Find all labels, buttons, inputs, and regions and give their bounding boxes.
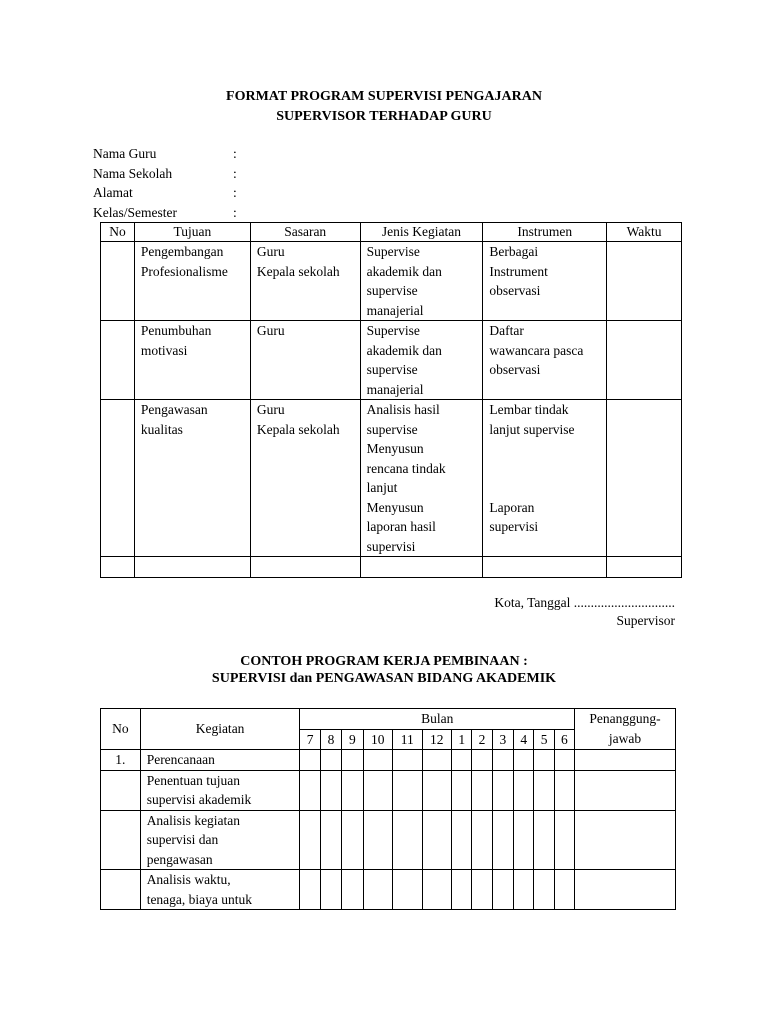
info-sep: : [233,204,237,220]
cell-line: supervise [366,362,418,377]
table-row-empty [101,557,682,578]
cell-line: Lembar tindak [489,402,569,417]
cell-waktu [607,400,682,557]
cell-month [300,750,320,771]
header-pj-line: jawab [608,730,642,746]
header-kegiatan: Kegiatan [140,709,300,750]
table-row [101,400,682,557]
cell-instrumen [483,400,607,557]
cell-no [101,770,141,810]
cell-line: Guru [256,402,285,417]
info-label: Nama Sekolah [93,165,173,181]
cell-line: Penentuan tujuan [146,772,241,788]
cell-line: Instrument [489,263,548,279]
cell-line [489,439,606,459]
cell-month [320,770,341,810]
month-header: 5 [534,729,554,750]
header-no: No [101,223,135,242]
cell-line: Menyusun [366,441,424,456]
table-row [101,810,676,870]
cell-tujuan [134,321,250,400]
header-penanggung-jawab [575,709,676,750]
cell-month [534,750,554,771]
cell-month [342,770,363,810]
cell-no [101,321,135,400]
cell-line: akademik dan [366,342,442,358]
cell-empty [360,557,483,578]
cell-line: motivasi [140,342,188,358]
cell-no [101,870,141,910]
cell-line: Analisis hasil [366,402,440,417]
month-header: 12 [422,729,452,750]
cell-month [393,770,423,810]
cell-empty [250,557,360,578]
cell-line: manajerial [366,381,424,397]
cell-line: Menyusun [366,499,424,515]
section2-title-line1: CONTOH PROGRAM KERJA PEMBINAAN : [240,654,528,669]
cell-line: Analisis waktu, [146,872,231,887]
cell-no: 1. [101,750,141,771]
cell-empty [483,557,607,578]
cell-month [300,810,320,870]
cell-month [472,750,492,771]
cell-line: Laporan [489,499,535,515]
cell-month [422,810,452,870]
cell-sasaran [250,242,360,321]
cell-month [342,750,363,771]
month-header: 9 [342,729,363,750]
cell-jenis-kegiatan [360,321,483,400]
month-header: 2 [472,729,492,750]
cell-instrumen [483,242,607,321]
cell-month [534,770,554,810]
header-instrumen: Instrumen [483,223,607,242]
cell-month [320,870,341,910]
cell-no [101,810,141,870]
info-fields [93,144,237,222]
cell-line: rencana tindak [366,460,446,476]
cell-kegiatan [140,750,300,771]
info-row-nama-sekolah [93,164,237,184]
cell-line: tenaga, biaya untuk [146,891,253,907]
cell-month [363,870,393,910]
cell-line: Guru [256,244,285,259]
cell-tujuan [134,400,250,557]
cell-month [363,810,393,870]
cell-month [393,750,423,771]
cell-month [393,810,423,870]
header-no: No [101,709,141,750]
cell-kegiatan [140,770,300,810]
cell-month [492,750,513,771]
cell-sasaran [250,321,360,400]
cell-line: observasi [489,283,541,298]
month-header: 4 [514,729,534,750]
cell-empty [607,557,682,578]
cell-line: Daftar [489,323,524,338]
cell-month [492,870,513,910]
cell-line: Kepala sekolah [256,263,340,279]
cell-month [534,870,554,910]
info-label: Kelas/Semester [93,204,177,220]
header-jenis-kegiatan: Jenis Kegiatan [360,223,483,242]
month-header: 6 [554,729,574,750]
place-date: Kota, Tanggal .............................. [494,595,675,610]
signature-role: Supervisor [616,613,675,628]
cell-line: akademik dan [366,263,442,279]
table-header-row [101,709,676,730]
cell-month [300,870,320,910]
cell-sasaran [250,400,360,557]
cell-line: wawancara pasca [489,342,584,358]
month-header: 11 [393,729,423,750]
info-row-alamat [93,183,237,203]
month-header: 7 [300,729,320,750]
cell-line: Penumbuhan [140,323,212,338]
cell-month [422,750,452,771]
month-header: 1 [452,729,472,750]
cell-month [342,870,363,910]
cell-line: supervisi akademik [146,792,252,807]
cell-month [492,770,513,810]
info-label: Alamat [93,185,133,200]
cell-month [554,870,574,910]
info-row-kelas-semester [93,203,237,223]
cell-month [320,750,341,771]
cell-line: Pengembangan [140,244,224,259]
info-row-nama-guru [93,144,237,164]
header-tujuan: Tujuan [134,223,250,242]
cell-line: Kepala sekolah [256,421,340,437]
cell-jenis-kegiatan [360,400,483,557]
info-sep: : [233,165,237,181]
cell-month [320,810,341,870]
cell-month [514,770,534,810]
cell-line: supervisi [366,538,416,554]
cell-line: Guru [256,323,285,338]
cell-line: Perencanaan [146,752,215,767]
cell-month [554,810,574,870]
cell-line: observasi [489,362,541,377]
cell-empty [134,557,250,578]
cell-month [534,810,554,870]
cell-line: Berbagai [489,244,539,259]
cell-month [363,770,393,810]
cell-line: supervisi [489,519,539,534]
cell-jenis-kegiatan [360,242,483,321]
cell-line: supervise [366,283,418,298]
cell-month [452,870,472,910]
cell-line: Supervise [366,323,420,338]
info-label: Nama Guru [93,146,157,161]
cell-month [452,810,472,870]
table-row [101,750,676,771]
cell-month [514,870,534,910]
cell-month [422,870,452,910]
table-header-row [101,223,682,242]
cell-month [472,810,492,870]
cell-month [472,770,492,810]
cell-line: Profesionalisme [140,263,228,279]
cell-month [514,810,534,870]
cell-line: supervise [366,421,418,437]
cell-month [452,770,472,810]
header-bulan: Bulan [300,709,575,730]
cell-month [492,810,513,870]
cell-month [393,870,423,910]
cell-line [489,459,606,479]
cell-line: kualitas [140,421,183,437]
info-sep: : [233,185,237,200]
cell-penanggung-jawab [575,870,676,910]
work-program-table [100,708,676,910]
month-header: 8 [320,729,341,750]
cell-line: laporan hasil [366,519,436,534]
cell-month [554,750,574,771]
supervision-program-table [100,222,682,578]
table-row [101,770,676,810]
cell-line: supervisi dan [146,832,219,847]
cell-kegiatan [140,810,300,870]
cell-line: lanjut [366,480,398,495]
cell-penanggung-jawab [575,770,676,810]
table-row [101,321,682,400]
cell-penanggung-jawab [575,750,676,771]
cell-waktu [607,321,682,400]
cell-tujuan [134,242,250,321]
header-sasaran: Sasaran [250,223,360,242]
cell-waktu [607,242,682,321]
cell-line [489,478,606,498]
cell-instrumen [483,321,607,400]
cell-penanggung-jawab [575,810,676,870]
cell-line: pengawasan [146,851,213,867]
cell-no [101,400,135,557]
cell-month [422,770,452,810]
section2-title-line2: SUPERVISI dan PENGAWASAN BIDANG AKADEMIK [211,671,557,686]
doc-title-line1: FORMAT PROGRAM SUPERVISI PENGAJARAN [226,89,542,104]
cell-month [472,870,492,910]
cell-line: Pengawasan [140,402,208,417]
cell-month [554,770,574,810]
cell-month [452,750,472,771]
table-row [101,870,676,910]
cell-line: lanjut supervise [489,421,575,437]
cell-line: Analisis kegiatan [146,812,241,828]
table-row [101,242,682,321]
cell-kegiatan [140,870,300,910]
cell-month [363,750,393,771]
cell-month [514,750,534,771]
month-header: 3 [492,729,513,750]
cell-line: manajerial [366,302,424,318]
info-sep: : [233,146,237,161]
month-header: 10 [363,729,393,750]
cell-month [300,770,320,810]
cell-month [342,810,363,870]
cell-line: Supervise [366,244,420,259]
cell-no [101,242,135,321]
doc-title-line2: SUPERVISOR TERHADAP GURU [276,109,492,124]
header-waktu: Waktu [607,223,682,242]
header-pj-line: Penanggung- [589,711,661,726]
cell-empty [101,557,135,578]
